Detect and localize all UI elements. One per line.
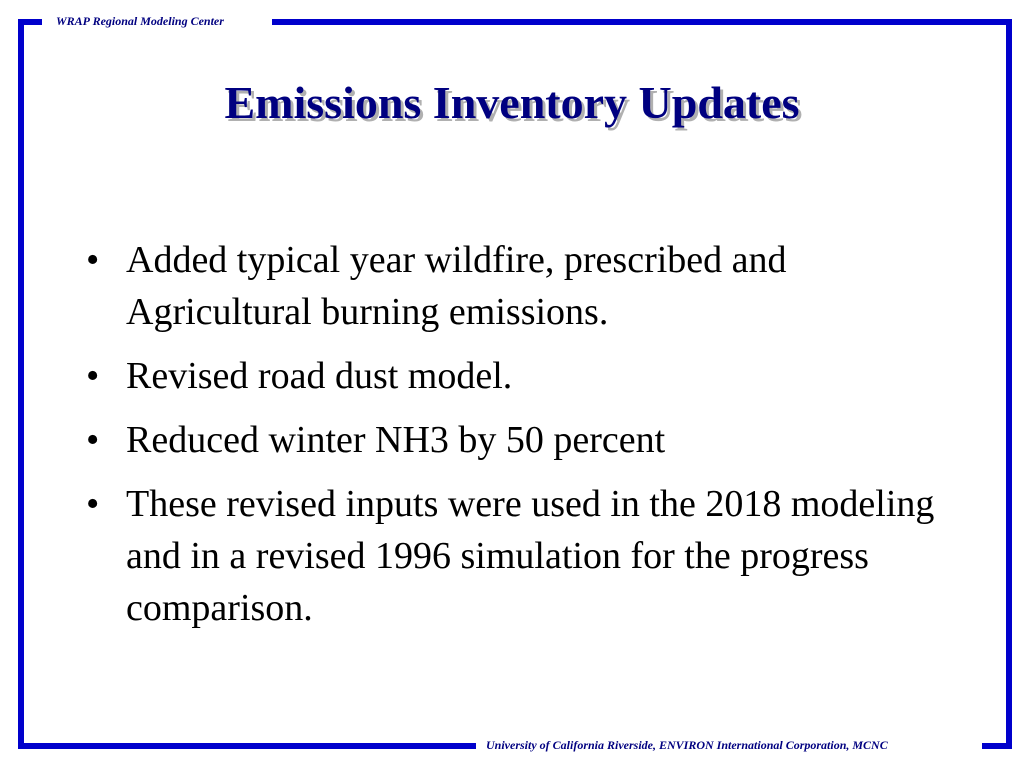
bullet-text: Added typical year wildfire, prescribed and Agricultural burning emissions.	[126, 239, 787, 333]
bullet-text: Revised road dust model.	[126, 355, 513, 397]
bullet-dot-icon: •	[86, 419, 100, 461]
bullet-text: These revised inputs were used in the 2018 modeling and in a revised 1996 simulation for the progress comparison.	[126, 483, 935, 629]
bullet-item	[84, 478, 944, 634]
bullet-item	[84, 234, 944, 338]
bullet-item	[84, 414, 944, 466]
bullet-list	[84, 234, 944, 646]
bullet-dot-icon: •	[86, 355, 100, 397]
header-label: WRAP Regional Modeling Center	[56, 14, 224, 28]
bullet-item	[84, 350, 944, 402]
frame-bottom-right	[982, 743, 1012, 749]
bullet-dot-icon: •	[86, 483, 100, 525]
footer-label: University of California Riverside, ENVIRON International Corporation, MCNC	[486, 738, 888, 752]
frame-bottom-left	[18, 743, 476, 749]
frame-top-right	[272, 19, 1012, 25]
bullet-text: Reduced winter NH3 by 50 percent	[126, 419, 666, 461]
slide-title: Emissions Inventory Updates	[224, 77, 800, 128]
bullet-dot-icon: •	[86, 239, 100, 281]
